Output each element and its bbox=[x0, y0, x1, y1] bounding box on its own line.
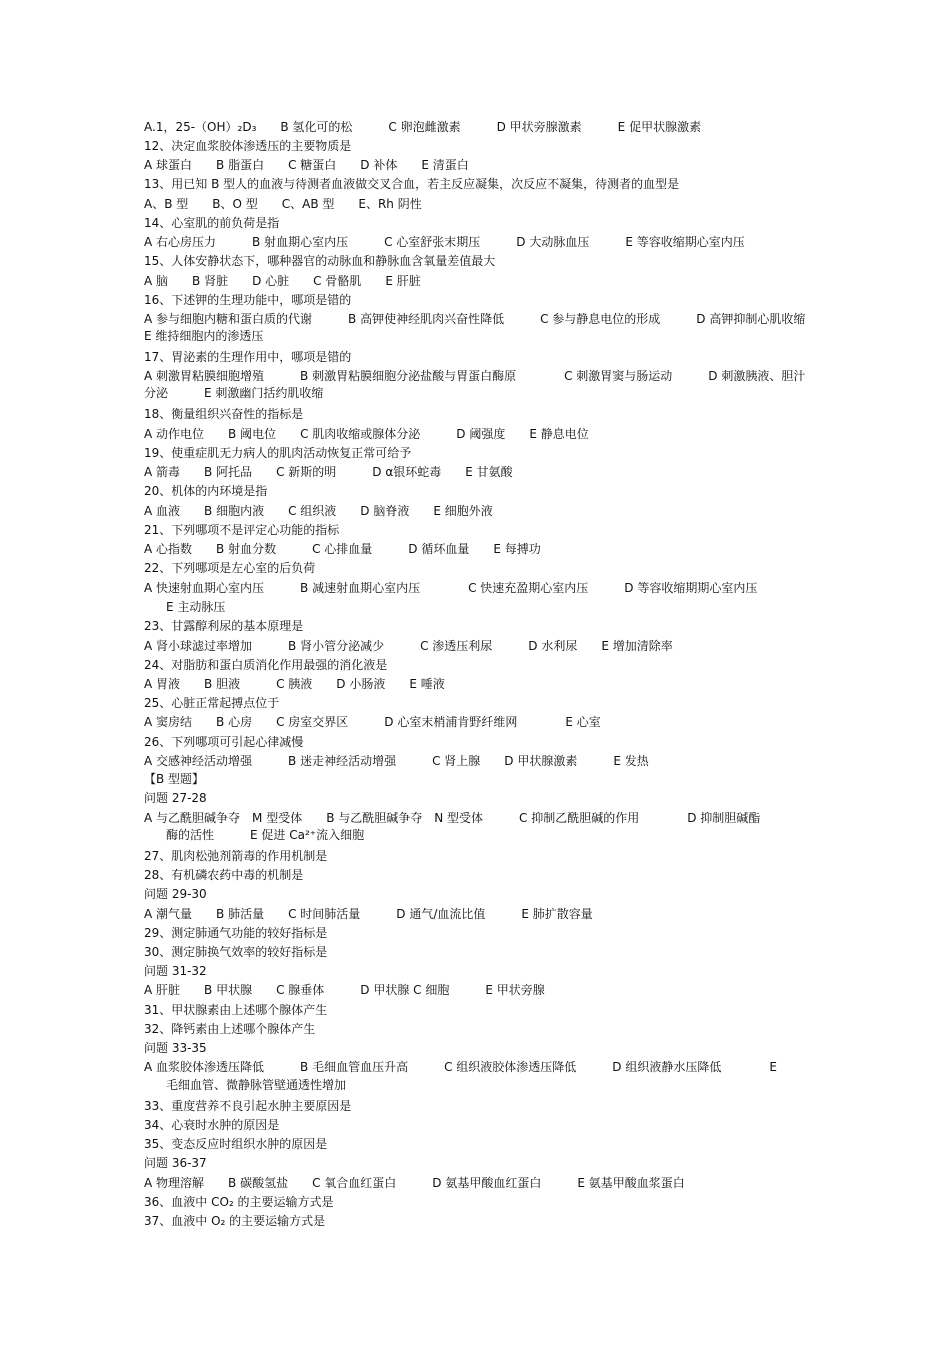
option-line: A 右心房压力 B 射血期心室内压 C 心室舒张末期压 D 大动脉血压 E 等容收缩期心室内压 bbox=[144, 235, 745, 249]
question-12: 12、决定血浆胶体渗透压的主要物质是 bbox=[144, 139, 352, 153]
option-line: A 物理溶解 B 碳酸氢盐 C 氧合血红蛋白 D 氨基甲酸血红蛋白 E 氨基甲酸血浆蛋白 bbox=[144, 1176, 685, 1190]
option-line: 酶的活性 E 促进 Ca²⁺流入细胞 bbox=[166, 828, 365, 842]
question-17: 17、胃泌素的生理作用中，哪项是错的 bbox=[144, 350, 352, 364]
question-group-heading: 问题 29-30 bbox=[144, 887, 207, 901]
question-18: 18、衡量组织兴奋性的指标是 bbox=[144, 407, 304, 421]
question-28: 28、有机磷农药中毒的机制是 bbox=[144, 868, 304, 882]
question-26: 26、下列哪项可引起心律减慢 bbox=[144, 735, 304, 749]
question-25: 25、心脏正常起搏点位于 bbox=[144, 696, 280, 710]
option-line: A 肝脏 B 甲状腺 C 腺垂体 D 甲状腺 C 细胞 E 甲状旁腺 bbox=[144, 983, 545, 997]
option-line: A 血浆胶体渗透压降低 B 毛细血管血压升高 C 组织液胶体渗透压降低 D 组织液静水压降低 E bbox=[144, 1060, 777, 1074]
question-19: 19、使重症肌无力病人的肌肉活动恢复正常可给予 bbox=[144, 446, 412, 460]
question-16: 16、下述钾的生理功能中，哪项是错的 bbox=[144, 293, 352, 307]
question-33: 33、重度营养不良引起水肿主要原因是 bbox=[144, 1099, 352, 1113]
option-line: A 心指数 B 射血分数 C 心排血量 D 循环血量 E 每搏功 bbox=[144, 542, 541, 556]
question-32: 32、降钙素由上述哪个腺体产生 bbox=[144, 1022, 316, 1036]
question-group-heading: 问题 27-28 bbox=[144, 791, 207, 805]
question-24: 24、对脂肪和蛋白质消化作用最强的消化液是 bbox=[144, 658, 388, 672]
question-34: 34、心衰时水肿的原因是 bbox=[144, 1118, 280, 1132]
question-group-heading: 问题 36-37 bbox=[144, 1156, 207, 1170]
option-line: A 脑 B 肾脏 D 心脏 C 骨骼肌 E 肝脏 bbox=[144, 274, 421, 288]
section-heading: 【B 型题】 bbox=[144, 772, 205, 786]
question-21: 21、下列哪项不是评定心功能的指标 bbox=[144, 523, 340, 537]
option-line: A 窦房结 B 心房 C 房室交界区 D 心室末梢浦肯野纤维网 E 心室 bbox=[144, 715, 601, 729]
option-line: A 与乙酰胆碱争夺 M 型受体 B 与乙酰胆碱争夺 N 型受体 C 抑制乙酰胆碱的作用 D 抑制胆碱酯 bbox=[144, 811, 761, 825]
question-13: 13、用已知 B 型人的血液与待测者血液做交叉合血，若主反应凝集，次反应不凝集，待测者的血型是 bbox=[144, 177, 680, 191]
question-group-heading: 问题 31-32 bbox=[144, 964, 207, 978]
option-line: A 潮气量 B 肺活量 C 时间肺活量 D 通气/血流比值 E 肺扩散容量 bbox=[144, 907, 593, 921]
question-29: 29、测定肺通气功能的较好指标是 bbox=[144, 926, 328, 940]
option-line: 毛细血管、微静脉管壁通透性增加 bbox=[166, 1078, 347, 1092]
option-line: A、B 型 B、O 型 C、AB 型 E、Rh 阴性 bbox=[144, 197, 422, 211]
question-30: 30、测定肺换气效率的较好指标是 bbox=[144, 945, 328, 959]
question-15: 15、人体安静状态下，哪种器官的动脉血和静脉血含氧量差值最大 bbox=[144, 254, 496, 268]
question-37: 37、血液中 O₂ 的主要运输方式是 bbox=[144, 1214, 326, 1228]
option-line: A 快速射血期心室内压 B 减速射血期心室内压 C 快速充盈期心室内压 D 等容收缩期期心室内压 bbox=[144, 581, 758, 595]
option-line: A.1，25-（OH）₂D₃ B 氢化可的松 C 卵泡雌激素 D 甲状旁腺激素 E 促甲状腺激素 bbox=[144, 120, 702, 134]
question-23: 23、甘露醇利尿的基本原理是 bbox=[144, 619, 304, 633]
question-36: 36、血液中 CO₂ 的主要运输方式是 bbox=[144, 1195, 334, 1209]
option-line: A 箭毒 B 阿托品 C 新斯的明 D α银环蛇毒 E 甘氨酸 bbox=[144, 465, 513, 479]
question-35: 35、变态反应时组织水肿的原因是 bbox=[144, 1137, 328, 1151]
option-line: A 参与细胞内糖和蛋白质的代谢 B 高钾使神经肌肉兴奋性降低 C 参与静息电位的形成 D 高钾抑制心肌收缩 E 维持细胞内的渗透压 bbox=[144, 312, 842, 343]
option-line: A 动作电位 B 阈电位 C 肌肉收缩或腺体分泌 D 阈强度 E 静息电位 bbox=[144, 427, 589, 441]
option-line: A 血液 B 细胞内液 C 组织液 D 脑脊液 E 细胞外液 bbox=[144, 504, 493, 518]
option-line: A 刺激胃粘膜细胞增殖 B 刺激胃粘膜细胞分泌盐酸与胃蛋白酶原 C 刺激胃窦与肠运动 D 刺激胰液、胆汁分泌 E 刺激幽门括约肌收缩 bbox=[144, 369, 806, 400]
question-group-heading: 问题 33-35 bbox=[144, 1041, 207, 1055]
question-14: 14、心室肌的前负荷是指 bbox=[144, 216, 280, 230]
option-line: A 肾小球滤过率增加 B 肾小管分泌减少 C 渗透压利尿 D 水利尿 E 增加清除率 bbox=[144, 639, 673, 653]
question-31: 31、甲状腺素由上述哪个腺体产生 bbox=[144, 1003, 328, 1017]
question-27: 27、肌肉松弛剂箭毒的作用机制是 bbox=[144, 849, 328, 863]
option-line: A 交感神经活动增强 B 迷走神经活动增强 C 肾上腺 D 甲状腺激素 E 发热 bbox=[144, 754, 649, 768]
option-line: A 球蛋白 B 脂蛋白 C 糖蛋白 D 补体 E 清蛋白 bbox=[144, 158, 469, 172]
question-22: 22、下列哪项是左心室的后负荷 bbox=[144, 561, 316, 575]
option-line: E 主动脉压 bbox=[166, 600, 226, 614]
question-20: 20、机体的内环境是指 bbox=[144, 484, 268, 498]
option-line: A 胃液 B 胆液 C 胰液 D 小肠液 E 唾液 bbox=[144, 677, 445, 691]
